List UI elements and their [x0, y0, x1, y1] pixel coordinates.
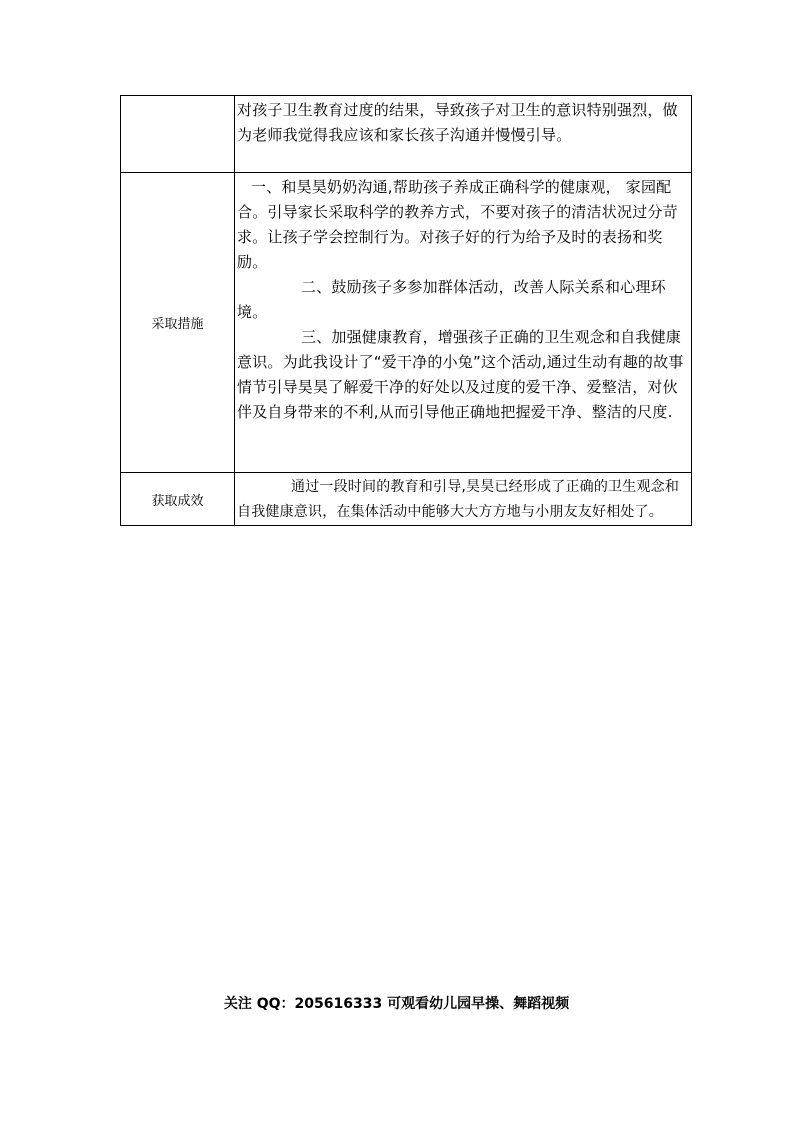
- footer-promo-text: 关注 QQ：205616333 可观看幼儿园早操、舞蹈视频: [223, 996, 570, 1012]
- table-row-background: [121, 96, 692, 173]
- record-table: [120, 95, 692, 526]
- row-label-empty: [121, 96, 235, 173]
- measures-cell: [235, 173, 692, 473]
- measures-label: 采取措施: [121, 173, 235, 473]
- results-cell: [235, 473, 692, 526]
- table-row-results: [121, 473, 692, 526]
- results-label: 获取成效: [121, 473, 235, 526]
- measure-item-1: 一、和昊昊奶奶沟通,帮助孩子养成正确科学的健康观， 家园配合。引导家长采取科学的教养方式，不要对孩子的清洁状况过分苛求。让孩子学会控制行为。对孩子好的行为给予及时的表扬和奖励。: [237, 178, 678, 271]
- table-row-measures: [121, 173, 692, 473]
- results-text: 通过一段时间的教育和引导,昊昊已经形成了正确的卫生观念和自我健康意识，在集体活动中能够大大方方地与小朋友友好相处了。: [237, 479, 680, 520]
- measure-item-2: 二、鼓励孩子多参加群体活动，改善人际关系和心理环境。: [237, 278, 666, 321]
- measure-item-3: 三、加强健康教育，增强孩子正确的卫生观念和自我健康意识。为此我设计了“爱干净的小兔”这个活动,通过生动有趣的故事情节引导昊昊了解爱干净的好处以及过度的爱干净、爱整洁，对伙伴及自身带来的不利,从而引导他正确地把握爱干净、整洁的尺度.: [237, 328, 684, 421]
- background-cell: [235, 96, 692, 173]
- background-text: 对孩子卫生教育过度的结果，导致孩子对卫生的意识特别强烈，做为老师我觉得我应该和家长孩子沟通并慢慢引导。: [237, 101, 678, 144]
